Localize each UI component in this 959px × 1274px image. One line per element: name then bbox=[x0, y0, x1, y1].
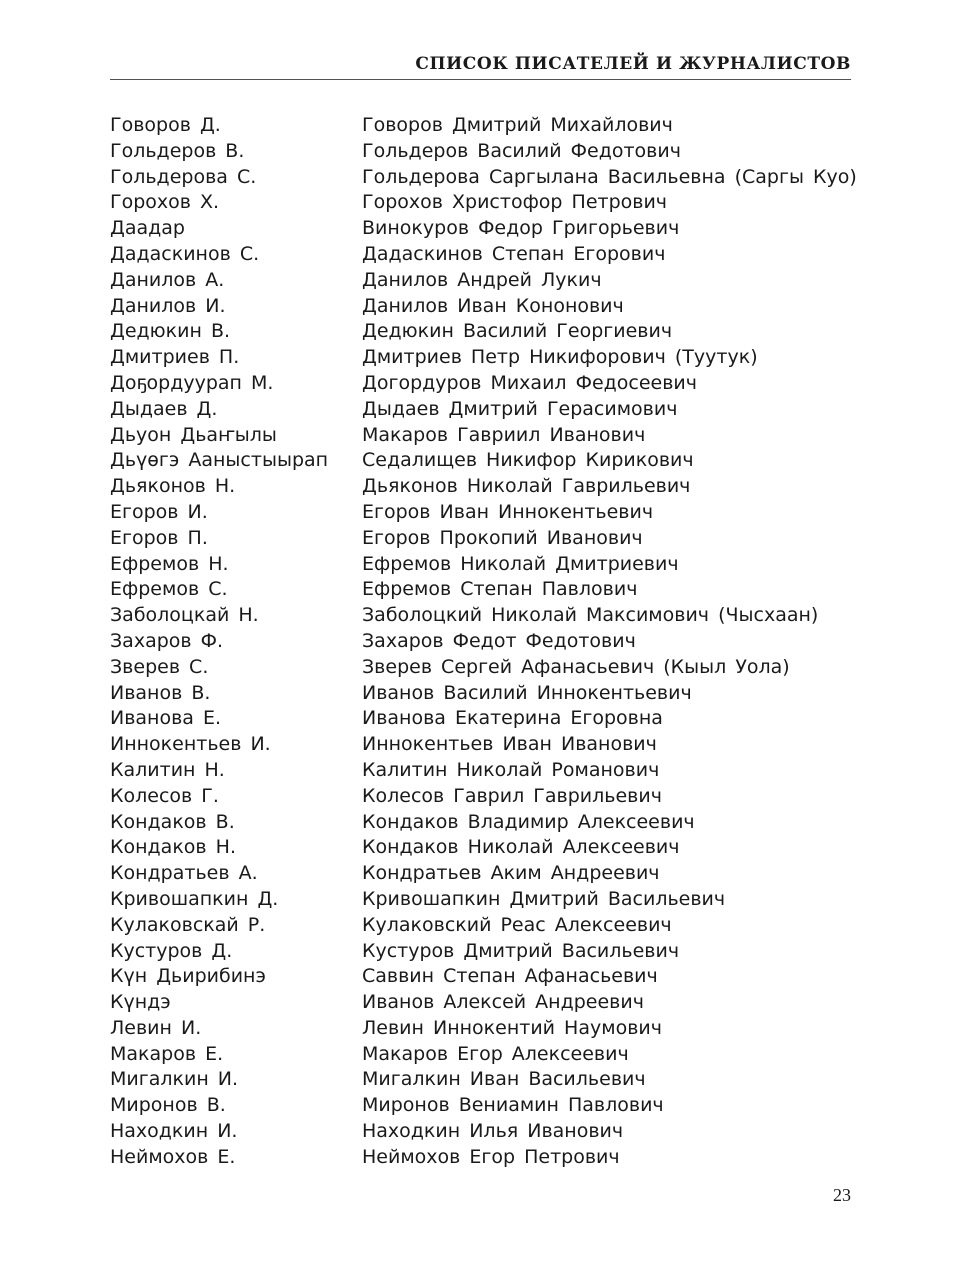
full-name: Гольдерова Саргылана Васильевна (Саргы Куо) bbox=[362, 165, 857, 188]
list-item bbox=[110, 1119, 851, 1145]
pseudonym: Ефремов С. bbox=[110, 578, 228, 601]
list-item bbox=[110, 423, 851, 449]
running-header-title: СПИСОК ПИСАТЕЛЕЙ И ЖУРНАЛИСТОВ bbox=[415, 54, 851, 74]
list-item bbox=[110, 939, 851, 965]
full-name: Неймохов Егор Петрович bbox=[362, 1145, 620, 1168]
full-name: Ефремов Степан Павлович bbox=[362, 578, 638, 601]
full-name: Дадаскинов Степан Егорович bbox=[362, 242, 666, 265]
list-item bbox=[110, 681, 851, 707]
pseudonym: Неймохов Е. bbox=[110, 1145, 236, 1168]
list-item bbox=[110, 552, 851, 578]
pseudonym: Горохов Х. bbox=[110, 191, 220, 214]
pseudonym: Левин И. bbox=[110, 1016, 202, 1039]
full-name: Макаров Гавриил Иванович bbox=[362, 423, 646, 446]
full-name: Ефремов Николай Дмитриевич bbox=[362, 552, 679, 575]
pseudonym: Данилов И. bbox=[110, 294, 226, 317]
pseudonym: Заболоцкай Н. bbox=[110, 604, 259, 627]
pseudonym: Дьүөгэ Ааныстыырап bbox=[110, 449, 329, 472]
full-name: Кустуров Дмитрий Васильевич bbox=[362, 939, 680, 962]
pseudonym: Гольдерова С. bbox=[110, 165, 257, 188]
pseudonym: Күн Дьирибинэ bbox=[110, 965, 266, 988]
full-name: Кондаков Владимир Алексеевич bbox=[362, 810, 695, 833]
list-item bbox=[110, 887, 851, 913]
pseudonym: Миронов В. bbox=[110, 1094, 226, 1117]
full-name: Винокуров Федор Григорьевич bbox=[362, 217, 680, 240]
full-name: Кондаков Николай Алексеевич bbox=[362, 836, 680, 859]
list-item bbox=[110, 603, 851, 629]
full-name: Иннокентьев Иван Иванович bbox=[362, 733, 657, 756]
pseudonym: Дмитриев П. bbox=[110, 346, 240, 369]
full-name: Захаров Федот Федотович bbox=[362, 629, 636, 652]
full-name: Саввин Степан Афанасьевич bbox=[362, 965, 658, 988]
pseudonym: Даадар bbox=[110, 217, 185, 240]
pseudonym: Колесов Г. bbox=[110, 784, 219, 807]
full-name: Макаров Егор Алексеевич bbox=[362, 1042, 629, 1065]
pseudonym: Кулаковскай Р. bbox=[110, 913, 266, 936]
list-item bbox=[110, 216, 851, 242]
list-item bbox=[110, 655, 851, 681]
pseudonym: Егоров И. bbox=[110, 500, 208, 523]
list-item bbox=[110, 990, 851, 1016]
list-item bbox=[110, 474, 851, 500]
full-name: Находкин Илья Иванович bbox=[362, 1120, 624, 1143]
list-item bbox=[110, 758, 851, 784]
list-item bbox=[110, 1042, 851, 1068]
pseudonym: Говоров Д. bbox=[110, 114, 221, 136]
list-item bbox=[110, 268, 851, 294]
full-name: Дьяконов Николай Гаврильевич bbox=[362, 475, 691, 498]
list-item bbox=[110, 1093, 851, 1119]
full-name: Данилов Иван Кононович bbox=[362, 294, 624, 317]
list-item bbox=[110, 913, 851, 939]
pseudonym: Мигалкин И. bbox=[110, 1068, 239, 1091]
full-name: Седалищев Никифор Кирикович bbox=[362, 449, 694, 472]
list-item bbox=[110, 113, 851, 139]
full-name: Дыдаев Дмитрий Герасимович bbox=[362, 397, 678, 420]
pseudonym: Кондратьев А. bbox=[110, 862, 258, 885]
list-item bbox=[110, 165, 857, 191]
pseudonym: Кривошапкин Д. bbox=[110, 887, 279, 910]
list-item bbox=[110, 784, 851, 810]
list-item bbox=[110, 500, 851, 526]
pseudonym: Кустуров Д. bbox=[110, 939, 233, 962]
writers-list bbox=[110, 113, 857, 1171]
full-name: Миронов Вениамин Павлович bbox=[362, 1094, 664, 1117]
full-name: Кулаковский Реас Алексеевич bbox=[362, 913, 672, 936]
list-item bbox=[110, 732, 851, 758]
full-name: Иванов Василий Иннокентьевич bbox=[362, 681, 692, 704]
full-name: Егоров Прокопий Иванович bbox=[362, 526, 643, 549]
pseudonym: Гольдеров В. bbox=[110, 139, 245, 162]
list-item bbox=[110, 706, 851, 732]
full-name: Гольдеров Василий Федотович bbox=[362, 139, 681, 162]
list-item bbox=[110, 397, 851, 423]
list-item bbox=[110, 139, 851, 165]
pseudonym: Егоров П. bbox=[110, 526, 208, 549]
full-name: Егоров Иван Иннокентьевич bbox=[362, 500, 654, 523]
pseudonym: Доҕордуурап М. bbox=[110, 371, 274, 394]
pseudonym: Ефремов Н. bbox=[110, 552, 229, 575]
pseudonym: Калитин Н. bbox=[110, 758, 225, 781]
list-item bbox=[110, 526, 851, 552]
list-item bbox=[110, 1145, 851, 1171]
full-name: Калитин Николай Романович bbox=[362, 758, 660, 781]
list-item bbox=[110, 345, 851, 371]
full-name: Дмитриев Петр Никифорович (Туутук) bbox=[362, 346, 758, 369]
page-number: 23 bbox=[833, 1185, 851, 1205]
full-name: Горохов Христофор Петрович bbox=[362, 191, 668, 214]
pseudonym: Зверев С. bbox=[110, 655, 209, 678]
list-item bbox=[110, 577, 851, 603]
full-name: Колесов Гаврил Гаврильевич bbox=[362, 784, 662, 807]
list-item bbox=[110, 964, 851, 990]
list-item bbox=[110, 629, 851, 655]
header-divider bbox=[110, 79, 851, 80]
pseudonym: Иванова Е. bbox=[110, 707, 222, 730]
pseudonym: Иннокентьев И. bbox=[110, 733, 271, 756]
pseudonym: Дадаскинов С. bbox=[110, 242, 260, 265]
list-item bbox=[110, 1016, 851, 1042]
full-name: Кондратьев Аким Андреевич bbox=[362, 862, 660, 885]
full-name: Заболоцкий Николай Максимович (Чысхаан) bbox=[362, 604, 819, 627]
list-item bbox=[110, 1067, 851, 1093]
list-item bbox=[110, 861, 851, 887]
full-name: Иванова Екатерина Егоровна bbox=[362, 707, 663, 730]
list-item bbox=[110, 371, 851, 397]
pseudonym: Кондаков Н. bbox=[110, 836, 236, 859]
full-name: Мигалкин Иван Васильевич bbox=[362, 1068, 646, 1091]
pseudonym: Кондаков В. bbox=[110, 810, 235, 833]
pseudonym: Дьяконов Н. bbox=[110, 475, 236, 498]
full-name: Данилов Андрей Лукич bbox=[362, 268, 602, 291]
full-name: Левин Иннокентий Наумович bbox=[362, 1016, 662, 1039]
full-name: Дедюкин Василий Георгиевич bbox=[362, 320, 673, 343]
pseudonym: Дьуон Дьаҥылы bbox=[110, 423, 277, 446]
full-name: Иванов Алексей Андреевич bbox=[362, 991, 644, 1014]
list-item bbox=[110, 448, 851, 474]
list-item bbox=[110, 810, 851, 836]
list-item bbox=[110, 319, 851, 345]
full-name: Кривошапкин Дмитрий Васильевич bbox=[362, 887, 726, 910]
pseudonym: Күндэ bbox=[110, 991, 171, 1014]
list-item bbox=[110, 190, 851, 216]
pseudonym: Данилов А. bbox=[110, 268, 225, 291]
pseudonym: Захаров Ф. bbox=[110, 629, 224, 652]
pseudonym: Дыдаев Д. bbox=[110, 397, 218, 420]
list-item bbox=[110, 294, 851, 320]
full-name: Зверев Сергей Афанасьевич (Кыыл Уола) bbox=[362, 655, 790, 678]
pseudonym: Находкин И. bbox=[110, 1120, 238, 1143]
pseudonym: Иванов В. bbox=[110, 681, 211, 704]
pseudonym: Дедюкин В. bbox=[110, 320, 231, 343]
full-name: Говоров Дмитрий Михайлович bbox=[362, 114, 673, 136]
full-name: Догордуров Михаил Федосеевич bbox=[362, 371, 698, 394]
list-item bbox=[110, 835, 851, 861]
pseudonym: Макаров Е. bbox=[110, 1042, 224, 1065]
list-item bbox=[110, 242, 851, 268]
